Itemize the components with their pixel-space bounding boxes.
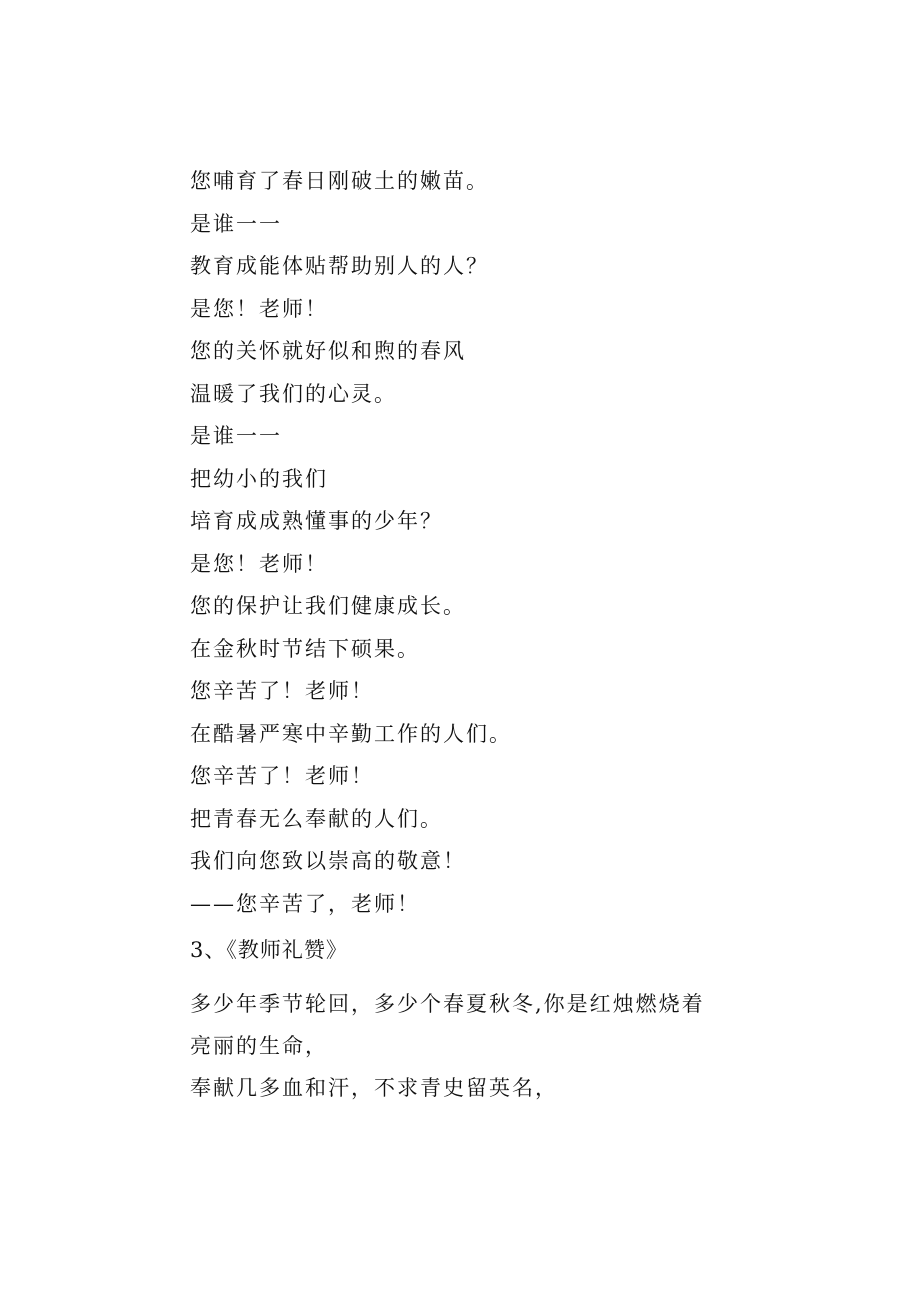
poem-line: 是谁一一: [190, 424, 282, 448]
poem-line: 是谁一一: [190, 211, 282, 236]
section-paragraph: [190, 983, 750, 1109]
poem-line: 您哺育了春日刚破土的嫩苗。: [190, 169, 489, 193]
poem-body: [190, 160, 750, 1109]
paragraph-line: 亮丽的生命，: [190, 1034, 328, 1058]
poem-line: 在酷暑严寒中辛勤工作的人们。: [190, 721, 512, 746]
poem-line: 把青春无么奉献的人们。: [190, 806, 443, 831]
paragraph-line: 奉献几多血和汗，不求青史留英名，: [190, 1076, 558, 1100]
poem-line: 您辛苦了！老师！: [190, 679, 374, 703]
poem-line: 温暖了我们的心灵。: [190, 381, 397, 406]
poem-line: ——您辛苦了，老师！: [190, 891, 420, 916]
poem-line: 您的关怀就好似和煦的春风: [190, 339, 466, 363]
poem-line: 我们向您致以崇高的敬意！: [190, 849, 466, 873]
poem-line: 您的保护让我们健康成长。: [190, 594, 466, 618]
poem-line: 在金秋时节结下硕果。: [190, 636, 420, 661]
poem-line: 您辛苦了！老师！: [190, 764, 374, 788]
poem-line: 培育成成熟懂事的少年？: [190, 509, 443, 533]
poem-line: 是您！老师！: [190, 551, 328, 576]
poem-line: 是您！老师！: [190, 296, 328, 321]
poem-line: 教育成能体贴帮助别人的人？: [190, 254, 489, 278]
paragraph-line: 多少年季节轮回，多少个春夏秋冬,你是红烛燃烧着: [190, 992, 705, 1016]
section-heading: 3、《教师礼赞》: [190, 938, 348, 962]
poem-line: 把幼小的我们: [190, 466, 328, 491]
